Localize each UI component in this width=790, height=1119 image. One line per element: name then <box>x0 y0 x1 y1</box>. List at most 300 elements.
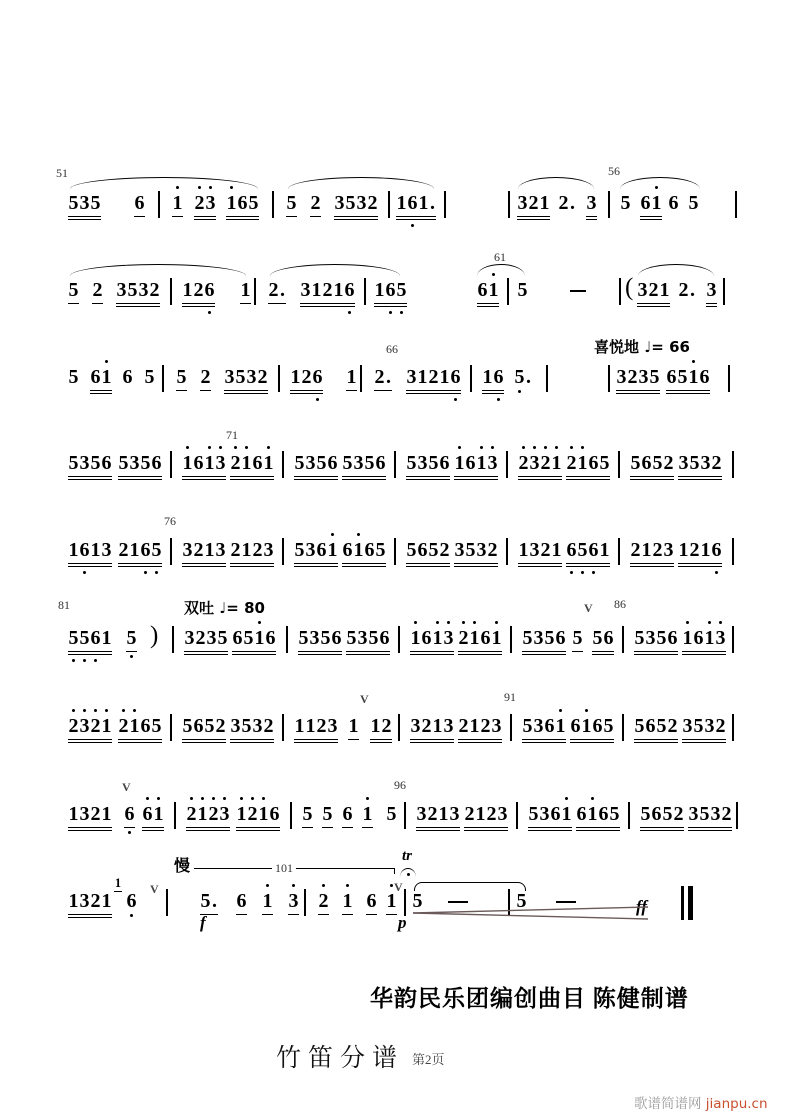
beam-underline <box>68 479 112 480</box>
note-digit: 6 <box>79 539 90 561</box>
note-digit: 2 <box>652 539 663 561</box>
note-digit: 6 <box>236 890 247 912</box>
note-token <box>290 366 323 394</box>
note-digit: 3 <box>224 366 235 388</box>
note-token <box>640 192 662 220</box>
barline <box>304 889 306 916</box>
note-token <box>592 627 614 655</box>
note-digit: 5 <box>522 627 533 649</box>
beam-underline <box>224 390 268 391</box>
beam-underline <box>454 563 498 564</box>
note-token <box>92 279 103 304</box>
beam-underline <box>522 739 566 740</box>
digit-row <box>406 366 461 388</box>
note-digit: 1 <box>561 803 572 825</box>
note-token <box>294 539 338 567</box>
note-token <box>640 803 684 831</box>
beam-underline <box>90 393 112 394</box>
beam-underline <box>396 216 436 217</box>
note-digit: 2 <box>215 715 226 737</box>
measure-number-91: 91 <box>504 690 516 704</box>
beam-underline <box>634 739 678 740</box>
note-digit: 1 <box>417 366 428 388</box>
digit-row <box>290 366 323 388</box>
beam-underline <box>346 651 390 652</box>
note-digit: 1 <box>129 539 140 561</box>
note-digit: 3 <box>533 715 544 737</box>
barline <box>398 626 400 653</box>
page-number-label: 第2页 <box>412 1052 445 1067</box>
note-token <box>630 539 674 567</box>
note-digit: 5 <box>649 366 660 388</box>
beam-underline <box>706 303 717 304</box>
barline <box>170 538 172 565</box>
note-digit: 3 <box>215 539 226 561</box>
site-watermark-link[interactable] <box>634 1092 768 1112</box>
note-digit: 5 <box>151 539 162 561</box>
beam-underline <box>410 654 454 655</box>
note-digit: 5 <box>204 715 215 737</box>
note-token <box>182 715 226 743</box>
beam-underline <box>68 303 79 304</box>
digit-row <box>116 279 160 301</box>
note-token <box>576 803 620 831</box>
digit-row <box>634 715 678 737</box>
octave-dot-above <box>331 533 334 536</box>
beam-underline <box>637 303 670 304</box>
crescendo-hairpin <box>412 904 650 922</box>
barline <box>170 278 172 305</box>
digit-row <box>342 452 386 474</box>
barline <box>404 802 406 829</box>
note-digit: 5 <box>320 627 331 649</box>
note-digit: 2 <box>528 192 539 214</box>
barline <box>732 451 734 478</box>
note-token <box>482 366 504 394</box>
note-token <box>288 890 299 915</box>
beam-underline <box>298 654 342 655</box>
note-digit: 6 <box>252 452 263 474</box>
octave-dot-above <box>223 797 226 800</box>
beam-underline <box>240 303 251 304</box>
digit-row <box>454 539 498 561</box>
octave-dot-above <box>262 797 265 800</box>
digit-row <box>240 279 251 301</box>
beam-underline <box>290 393 323 394</box>
note-token <box>566 539 610 567</box>
note-digit: 3 <box>79 803 90 825</box>
beam-underline <box>406 479 450 480</box>
octave-dot-above <box>322 884 325 887</box>
note-digit: 5 <box>118 452 129 474</box>
note-digit: 6 <box>101 452 112 474</box>
digit-row <box>592 627 614 649</box>
beam-underline <box>528 830 572 831</box>
digit-row <box>348 715 359 737</box>
beam-underline <box>570 739 614 740</box>
digit-row <box>124 803 135 825</box>
note-digit: 2 <box>263 715 274 737</box>
beam-underline <box>288 914 299 915</box>
note-digit: 5 <box>316 452 327 474</box>
note-token <box>184 627 228 655</box>
note-digit: 3 <box>129 452 140 474</box>
octave-dot-above <box>447 621 450 624</box>
digit-row <box>362 803 373 825</box>
beam-underline <box>576 830 620 831</box>
note-digit: 2 <box>90 803 101 825</box>
digit-row <box>482 366 504 388</box>
octave-dot-below <box>130 655 133 658</box>
note-digit: 3 <box>327 715 338 737</box>
note-token <box>68 539 112 567</box>
barline <box>394 451 396 478</box>
slur-arc <box>620 177 700 189</box>
note-digit: 2 <box>715 715 726 737</box>
barline <box>158 191 160 218</box>
barline <box>272 191 274 218</box>
barline <box>286 626 288 653</box>
note-digit: 1 <box>101 715 112 737</box>
part-title: 竹笛分谱 <box>276 1045 405 1072</box>
note-digit: 5 <box>127 279 138 301</box>
dash-note <box>448 901 468 903</box>
octave-dot-below <box>155 571 158 574</box>
beam-underline <box>592 654 614 655</box>
note-digit: 6 <box>140 539 151 561</box>
note-digit: 1 <box>182 279 193 301</box>
note-digit: 5 <box>572 627 583 649</box>
note-digit: 5 <box>345 192 356 214</box>
beam-underline <box>294 479 338 480</box>
note-digit: 3 <box>357 627 368 649</box>
note-digit: 5 <box>90 192 101 214</box>
digit-row <box>630 452 674 474</box>
beam-underline <box>334 219 378 220</box>
digit-row <box>294 539 338 561</box>
measure-number-51: 51 <box>56 166 68 180</box>
beam-underline <box>230 563 274 564</box>
digit-row <box>518 539 562 561</box>
digit-row <box>570 715 614 737</box>
beam-underline <box>68 654 112 655</box>
octave-dot-below <box>581 571 584 574</box>
note-digit: 5 <box>302 803 313 825</box>
beam-underline <box>294 476 338 477</box>
note-digit: 3 <box>305 539 316 561</box>
measure-number-86: 86 <box>614 597 626 611</box>
beam-underline <box>528 827 572 828</box>
barline <box>619 278 621 305</box>
note-digit: 5 <box>630 452 641 474</box>
note-digit: 1 <box>204 452 215 474</box>
octave-dot-above <box>692 360 695 363</box>
note-digit: 6 <box>651 803 662 825</box>
octave-dot-above <box>292 884 295 887</box>
note-digit: 6 <box>193 452 204 474</box>
beam-underline <box>184 651 228 652</box>
beam-underline <box>182 566 226 567</box>
barline <box>470 365 472 392</box>
note-digit: 1 <box>577 452 588 474</box>
beam-underline <box>616 390 660 391</box>
note-token <box>586 192 597 220</box>
digit-row <box>302 803 313 825</box>
barline <box>618 538 620 565</box>
digit-row <box>522 627 566 649</box>
digit-row <box>68 803 112 825</box>
note-digit: 2 <box>721 803 732 825</box>
beam-underline <box>576 827 620 828</box>
note-digit: 6 <box>544 715 555 737</box>
beam-underline <box>126 651 137 652</box>
note-digit: 5 <box>68 279 79 301</box>
digit-row <box>682 715 726 737</box>
octave-dot-below <box>411 224 414 227</box>
digit-row <box>176 366 187 388</box>
beam-underline <box>454 479 498 480</box>
note-token <box>570 715 614 743</box>
note-token <box>294 452 338 480</box>
digit-row <box>406 539 450 561</box>
note-digit: 2 <box>68 715 79 737</box>
note-digit: 5 <box>693 715 704 737</box>
note-digit: 1 <box>555 715 566 737</box>
note-digit: 3 <box>700 452 711 474</box>
digit-row <box>226 192 259 214</box>
note-digit: 3 <box>586 192 597 214</box>
dash-note <box>556 901 576 903</box>
octave-dot-above <box>267 446 270 449</box>
note-digit: 5 <box>699 803 710 825</box>
note-digit: 2 <box>630 539 641 561</box>
site-url: jianpu.cn <box>705 1096 768 1112</box>
note-digit: 6 <box>134 192 145 214</box>
note-token <box>572 627 583 652</box>
note-token <box>224 366 268 394</box>
beam-underline <box>482 393 504 394</box>
digit-row <box>374 366 392 388</box>
note-digit: 5 <box>406 539 417 561</box>
note-digit: 5 <box>241 715 252 737</box>
note-digit: 3 <box>449 803 460 825</box>
note-token <box>230 452 274 480</box>
beam-underline <box>396 219 436 220</box>
note-digit: 5 <box>346 627 357 649</box>
note-digit: 3 <box>252 715 263 737</box>
note-digit: 3 <box>215 452 226 474</box>
note-digit: 3 <box>300 279 311 301</box>
note-digit: 5 <box>544 627 555 649</box>
note-token <box>318 890 329 915</box>
note-digit: 2 <box>318 890 329 912</box>
note-token <box>230 539 274 567</box>
note-digit: 2 <box>566 452 577 474</box>
beam-underline <box>634 654 678 655</box>
note-digit: 6 <box>366 890 377 912</box>
note-digit: 5 <box>514 366 525 388</box>
octave-dot-above <box>436 621 439 624</box>
measure-number-76: 76 <box>164 514 176 528</box>
octave-dot-above <box>94 709 97 712</box>
note-digit: 2 <box>648 279 659 301</box>
beam-underline <box>458 651 502 652</box>
note-digit: 5 <box>609 803 620 825</box>
note-digit: 6 <box>122 366 133 388</box>
octave-dot-below <box>400 311 403 314</box>
beam-underline <box>118 476 162 477</box>
octave-dot-above <box>258 621 261 624</box>
beam-underline <box>416 830 460 831</box>
beam-underline <box>458 654 502 655</box>
note-digit: 5 <box>465 539 476 561</box>
note-digit: 1 <box>153 803 164 825</box>
barline <box>506 451 508 478</box>
octave-dot-below <box>144 571 147 574</box>
note-token <box>348 715 359 740</box>
digit-row <box>68 192 101 214</box>
beam-underline <box>640 216 662 217</box>
beam-underline <box>522 654 566 655</box>
beam-underline <box>570 742 614 743</box>
note-token <box>118 539 162 567</box>
note-digit: 5 <box>386 803 397 825</box>
beam-underline <box>640 827 684 828</box>
barline <box>608 365 610 392</box>
beam-underline <box>566 566 610 567</box>
barline <box>282 451 284 478</box>
note-digit: 1 <box>551 452 562 474</box>
note-token <box>118 452 162 480</box>
beam-underline <box>68 917 112 918</box>
beam-underline <box>346 654 390 655</box>
note-digit: 1 <box>68 539 79 561</box>
beam-underline <box>518 563 562 564</box>
note-token <box>68 803 112 831</box>
octave-dot-above <box>357 533 360 536</box>
octave-dot-above <box>105 360 108 363</box>
beam-underline <box>182 479 226 480</box>
digit-row <box>194 192 216 214</box>
note-digit: 2 <box>558 192 569 214</box>
beam-underline <box>518 476 562 477</box>
note-token <box>68 366 79 388</box>
beam-underline <box>630 563 674 564</box>
note-token <box>616 366 660 394</box>
digit-row <box>122 366 133 388</box>
beam-underline <box>118 479 162 480</box>
note-digit: 5 <box>656 627 667 649</box>
note-digit: 3 <box>645 627 656 649</box>
note-digit: 5 <box>375 539 386 561</box>
digit-row <box>68 452 112 474</box>
note-digit: 6 <box>193 715 204 737</box>
octave-dot-above <box>234 446 237 449</box>
barline <box>174 802 176 829</box>
note-token <box>182 539 226 567</box>
barline <box>546 365 548 392</box>
digit-row <box>268 279 286 301</box>
note-digit: 3 <box>184 627 195 649</box>
note-token <box>522 715 566 743</box>
note-digit: 3 <box>682 715 693 737</box>
note-digit: 3 <box>230 715 241 737</box>
beam-underline <box>374 306 407 307</box>
note-digit: 6 <box>265 627 276 649</box>
note-digit: 3 <box>206 627 217 649</box>
note-token <box>374 366 392 391</box>
digit-row <box>416 803 460 825</box>
note-token <box>116 279 160 307</box>
digit-row <box>294 452 338 474</box>
note-digit: 1 <box>641 539 652 561</box>
digit-row <box>68 627 112 649</box>
note-token <box>182 452 226 480</box>
note-token <box>294 715 338 743</box>
beam-underline <box>294 739 338 740</box>
beam-underline <box>268 303 286 304</box>
note-digit: 3 <box>116 279 127 301</box>
octave-dot-below <box>454 398 457 401</box>
digit-row <box>68 366 79 388</box>
note-digit: 6 <box>640 192 651 214</box>
beam-underline <box>184 654 228 655</box>
barline <box>728 365 730 392</box>
note-token <box>634 715 678 743</box>
note-digit: 2 <box>689 539 700 561</box>
beam-underline <box>116 303 160 304</box>
note-digit: 2 <box>322 279 333 301</box>
tempo-mark-joyful: 喜悦地 ♩= 66 <box>594 338 690 356</box>
octave-dot-above <box>544 446 547 449</box>
note-digit: 2 <box>257 366 268 388</box>
beam-underline <box>200 390 211 391</box>
beam-underline <box>386 914 397 915</box>
note-digit: 2 <box>118 715 129 737</box>
digit-row <box>300 279 355 301</box>
note-digit: 6 <box>204 279 215 301</box>
note-digit: 5 <box>68 192 79 214</box>
beam-underline <box>230 566 274 567</box>
note-token <box>236 803 280 831</box>
digit-row <box>262 890 273 912</box>
note-digit: 6 <box>576 803 587 825</box>
digit-row <box>184 627 228 649</box>
digit-row <box>322 803 333 825</box>
digit-row <box>334 192 378 214</box>
octave-dot-above <box>414 621 417 624</box>
beam-underline <box>310 216 321 217</box>
note-digit: 5 <box>516 890 527 912</box>
beam-underline <box>194 219 216 220</box>
note-digit: . <box>212 890 217 912</box>
note-digit: 2 <box>195 627 206 649</box>
octave-dot-above <box>122 709 125 712</box>
note-digit: 2 <box>381 715 392 737</box>
note-digit: 5 <box>294 539 305 561</box>
beam-underline <box>518 566 562 567</box>
note-token <box>630 452 674 480</box>
note-digit: 1 <box>688 366 699 388</box>
note-digit: 6 <box>667 627 678 649</box>
digit-row <box>342 539 386 561</box>
note-digit: 5 <box>144 366 155 388</box>
note-token <box>458 627 502 655</box>
note-digit: 6 <box>480 627 491 649</box>
note-token <box>346 627 390 655</box>
octave-dot-below <box>130 914 133 917</box>
note-token <box>240 279 251 304</box>
